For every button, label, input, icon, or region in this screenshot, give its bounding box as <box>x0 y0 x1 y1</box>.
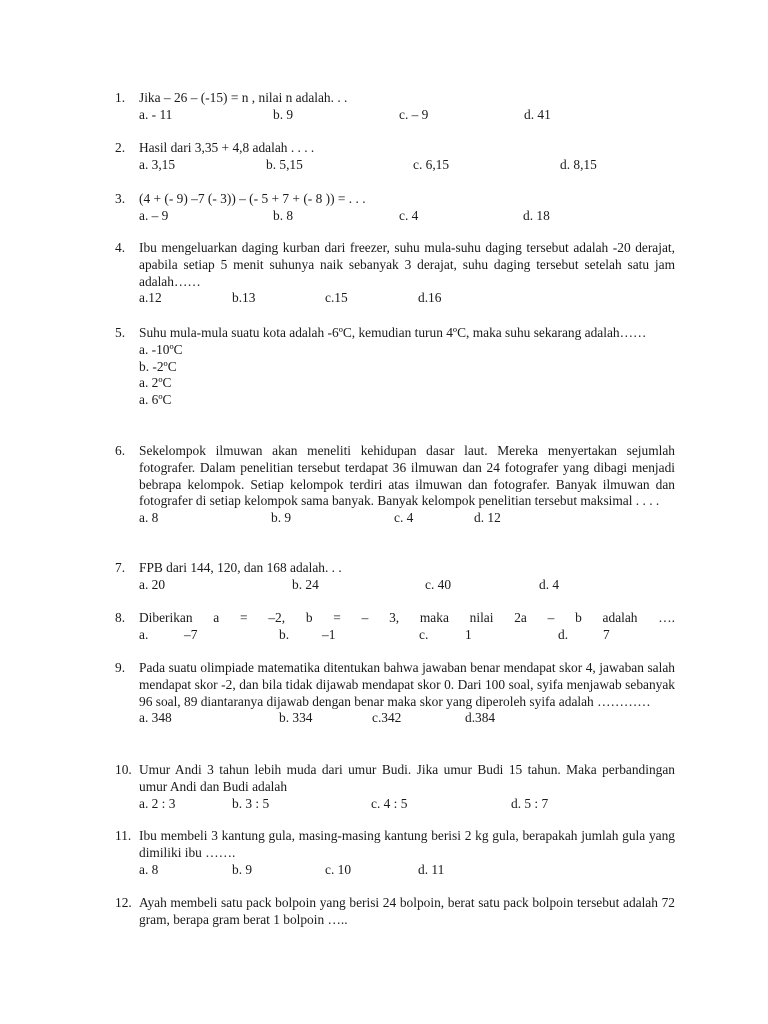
option-d: d. 11 <box>418 861 445 877</box>
question-text: Jika – 26 – (-15) = n , nilai n adalah. . . <box>139 90 348 105</box>
question-number: 5. <box>115 325 126 340</box>
question-number: 7. <box>115 560 126 575</box>
question-1 <box>115 90 675 124</box>
option-c: c. – 9 <box>399 106 429 122</box>
option-b: b. 24 <box>292 576 319 592</box>
option-c: c. 6,15 <box>413 156 450 172</box>
option-c: c.15 <box>325 290 348 306</box>
option-a: a. -10ºC <box>139 341 183 357</box>
question-text: Ibu mengeluarkan daging kurban dari freezer, suhu mula-suhu daging tersebut adalah -20 derajat, apabila setiap 5 menit suhunya naik sebanyak 3 derajat, suhu daging tersebut setelah satu jam adalah…… <box>139 240 675 289</box>
option-a: a. 348 <box>139 710 172 726</box>
option-b: b. -2ºC <box>139 358 177 374</box>
option-b: b. 5,15 <box>266 156 303 172</box>
option-a: a. - 11 <box>139 106 173 122</box>
options-row <box>139 107 675 124</box>
option-d: d.384 <box>465 710 496 726</box>
question-text: Umur Andi 3 tahun lebih muda dari umur Budi. Jika umur Budi 15 tahun. Maka perbandingan umur Andi dan Budi adalah <box>139 762 675 794</box>
question-text: Diberikan a = –2, b = – 3, maka nilai 2a – b adalah …. <box>139 610 675 625</box>
question-10 <box>115 762 675 812</box>
question-text: FPB dari 144, 120, dan 168 adalah. . . <box>139 560 342 575</box>
question-12 <box>115 895 675 929</box>
option-d-value: 7 <box>603 626 610 642</box>
option-d: d. 5 : 7 <box>511 795 549 811</box>
question-number: 3. <box>115 191 126 206</box>
question-number: 10. <box>115 762 132 777</box>
question-2 <box>115 140 675 174</box>
option-a: a. 2 : 3 <box>139 795 176 811</box>
option-b-letter: b. <box>279 626 290 642</box>
question-3 <box>115 191 675 225</box>
option-c: c. 10 <box>325 861 352 877</box>
options-row <box>139 710 675 727</box>
question-8 <box>115 610 675 644</box>
question-number: 1. <box>115 90 126 105</box>
option-b: b. 3 : 5 <box>232 795 270 811</box>
option-c: c.342 <box>372 710 402 726</box>
question-number: 6. <box>115 443 126 458</box>
question-text: Sekelompok ilmuwan akan meneliti kehidupan dasar laut. Mereka menyertakan sejumlah fotografer. Dalam penelitian tersebut terdapat 36 ilmuwan dan 24 fotografer yang dibagi menjadi bebrapa kelompok. Setiap kelompok terdiri atas ilmuwan dan fotografer. Banyak ilmuwan dan fotografer di setiap kelompok sama banyak. Banyak kelompok penelitian tersebut maksimal . . . . <box>139 443 675 509</box>
options-row <box>139 290 675 307</box>
options-row <box>139 510 675 527</box>
option-b: b. 9 <box>271 510 292 526</box>
option-a: a. 20 <box>139 576 166 592</box>
option-d: d. 8,15 <box>560 156 597 172</box>
options-row <box>139 796 675 813</box>
question-6 <box>115 443 675 527</box>
question-text: Pada suatu olimpiade matematika ditentukan bahwa jawaban benar mendapat skor 4, jawaban salah mendapat skor -2, dan bila tidak dijawab mendapat skor 0. Dari 100 soal, syifa menjawab sebanyak 96 soal, 89 diantaranya dijawab dengan benar maka skor yang diperoleh syifa adalah ………… <box>139 660 675 709</box>
question-number: 8. <box>115 610 126 625</box>
option-d: a. 6ºC <box>139 392 172 408</box>
question-number: 2. <box>115 140 126 155</box>
question-text: (4 + (- 9) –7 (- 3)) – (- 5 + 7 + (- 8 )) = . . . <box>139 191 366 206</box>
option-b: b. 9 <box>232 861 253 877</box>
question-4 <box>115 240 675 307</box>
question-text: Ibu membeli 3 kantung gula, masing-masing kantung berisi 2 kg gula, berapakah jumlah gula yang dimiliki ibu ……. <box>139 828 675 860</box>
options-row <box>139 208 675 225</box>
option-a: a. 8 <box>139 861 159 877</box>
question-text: Hasil dari 3,35 + 4,8 adalah . . . . <box>139 140 315 155</box>
option-a-letter: a. <box>139 626 149 642</box>
options-row <box>139 862 675 879</box>
option-a: a. – 9 <box>139 207 169 223</box>
option-c: c. 4 : 5 <box>371 795 408 811</box>
options-row <box>139 627 675 644</box>
option-a-value: –7 <box>184 626 198 642</box>
option-c-letter: c. <box>419 626 429 642</box>
question-5 <box>115 325 675 409</box>
question-number: 12. <box>115 895 132 910</box>
question-text: Suhu mula-mula suatu kota adalah -6ºC, kemudian turun 4ºC, maka suhu sekarang adalah…… <box>139 325 647 340</box>
option-c: c. 4 <box>394 510 414 526</box>
question-number: 11. <box>115 828 132 843</box>
option-d: d. 41 <box>524 106 551 122</box>
option-a: a.12 <box>139 290 162 306</box>
option-b-value: –1 <box>322 626 336 642</box>
option-d-letter: d. <box>558 626 569 642</box>
option-b: b. 8 <box>273 207 294 223</box>
option-a: a. 3,15 <box>139 156 176 172</box>
option-d: d. 18 <box>523 207 550 223</box>
option-d: d. 4 <box>539 576 560 592</box>
question-number: 9. <box>115 660 126 675</box>
question-7 <box>115 560 675 594</box>
option-b: b. 9 <box>273 106 294 122</box>
question-number: 4. <box>115 240 126 255</box>
option-d: d. 12 <box>474 510 501 526</box>
question-text: Ayah membeli satu pack bolpoin yang berisi 24 bolpoin, berat satu pack bolpoin tersebut adalah 72 gram, berapa gram berat 1 bolpoin ….. <box>139 895 675 927</box>
option-c: a. 2ºC <box>139 375 172 391</box>
option-b: b.13 <box>232 290 256 306</box>
question-9 <box>115 660 675 727</box>
option-d: d.16 <box>418 290 442 306</box>
option-c: c. 4 <box>399 207 419 223</box>
option-b: b. 334 <box>279 710 313 726</box>
options-row <box>139 157 675 174</box>
option-c: c. 40 <box>425 576 452 592</box>
question-11 <box>115 828 675 878</box>
option-c-value: 1 <box>465 626 472 642</box>
options-row <box>139 577 675 594</box>
option-a: a. 8 <box>139 510 159 526</box>
